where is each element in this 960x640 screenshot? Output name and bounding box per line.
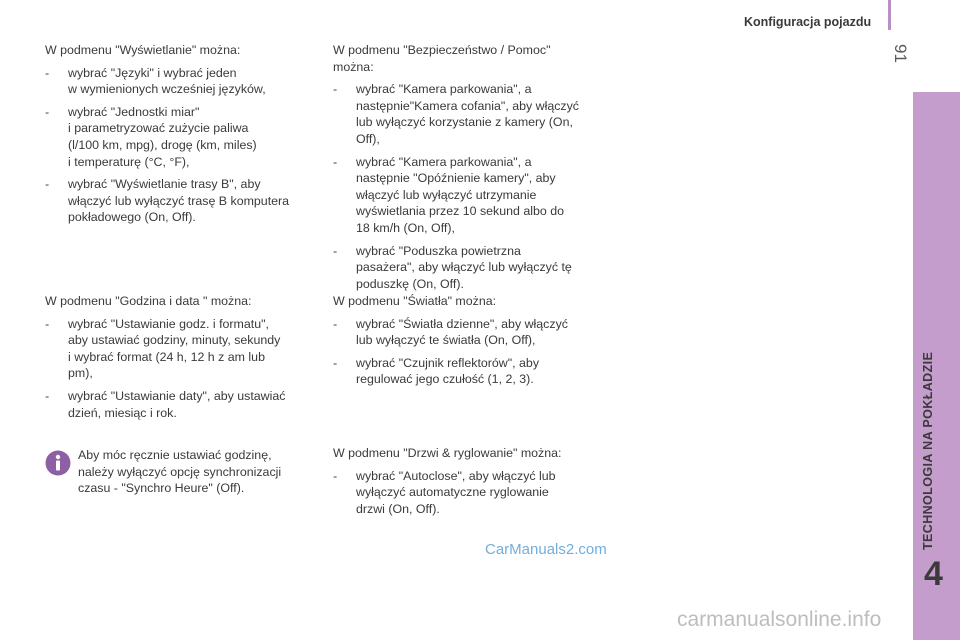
section-time-date-list <box>45 316 320 422</box>
list-item: - wybrać "Ustawianie daty", aby ustawiać dzień, miesiąc i rok. <box>45 388 320 421</box>
section-safety-intro: W podmenu "Bezpieczeństwo / Pomoc" można: <box>333 43 551 74</box>
section-display <box>45 42 320 232</box>
info-icon <box>45 450 71 476</box>
section-safety-list <box>333 81 608 292</box>
list-item: - wybrać "Poduszka powietrzna pasażera", aby włączyć lub wyłączyć tę poduszkę (On, Off). <box>333 243 608 293</box>
section-doors <box>333 445 608 523</box>
section-lights-intro: W podmenu "Światła" można: <box>333 294 497 308</box>
list-item: - wybrać "Kamera parkowania", a następnie "Opóźnienie kamery", aby włączyć lub wyłączyć utrzymanie wyświetlania przez 10 sekund albo do 18 km/h (On, Off), <box>333 154 608 237</box>
section-time-date <box>45 293 320 427</box>
list-item: - wybrać "Światła dzienne", aby włączyć lub wyłączyć te światła (On, Off), <box>333 316 608 349</box>
section-display-intro: W podmenu "Wyświetlanie" można: <box>45 43 241 57</box>
section-doors-intro: W podmenu "Drzwi & ryglowanie" można: <box>333 446 562 460</box>
watermark-carmanualsonline: carmanualsonline.info <box>677 608 882 631</box>
chapter-number: 4 <box>924 555 943 593</box>
list-item: - wybrać "Języki" i wybrać jeden w wymienionych wcześniej języków, <box>45 65 320 98</box>
section-doors-list <box>333 468 608 518</box>
list-item: - wybrać "Kamera parkowania", a następnie"Kamera cofania", aby włączyć lub wyłączyć korzystanie z kamery (On, Off), <box>333 81 608 147</box>
section-display-list <box>45 65 320 226</box>
section-time-date-intro: W podmenu "Godzina i data " można: <box>45 294 252 308</box>
list-item: - wybrać "Czujnik reflektorów", aby regulować jego czułość (1, 2, 3). <box>333 355 608 388</box>
header-title: Konfiguracja pojazdu <box>744 15 872 29</box>
list-item: - wybrać "Ustawianie godz. i formatu", aby ustawiać godziny, minuty, sekundy i wybrać format (24 h, 12 h z am lub pm), <box>45 316 320 382</box>
section-safety <box>333 42 608 298</box>
info-note-text: Aby móc ręcznie ustawiać godzinę, należy wyłączyć opcję synchronizacji czasu - "Synchro Heure" (Off). <box>78 448 282 496</box>
list-item: - wybrać "Autoclose", aby włączyć lub wyłączyć automatyczne ryglowanie drzwi (On, Off). <box>333 468 608 518</box>
chapter-side-label: TECHNOLOGIA NA POKŁADZIE <box>921 351 935 550</box>
watermark-carmanuals2: CarManuals2.com <box>485 541 607 558</box>
list-item: - wybrać "Jednostki miar" i parametryzować zużycie paliwa (l/100 km, mpg), drogę (km, miles) i temperaturę (°C, °F), <box>45 104 320 170</box>
page-number: 91 <box>891 44 910 63</box>
list-item: - wybrać "Wyświetlanie trasy B", aby włączyć lub wyłączyć trasę B komputera pokładowego (On, Off). <box>45 176 320 226</box>
header-accent-bar <box>888 0 891 30</box>
section-lights-list <box>333 316 608 388</box>
section-lights <box>333 293 608 394</box>
